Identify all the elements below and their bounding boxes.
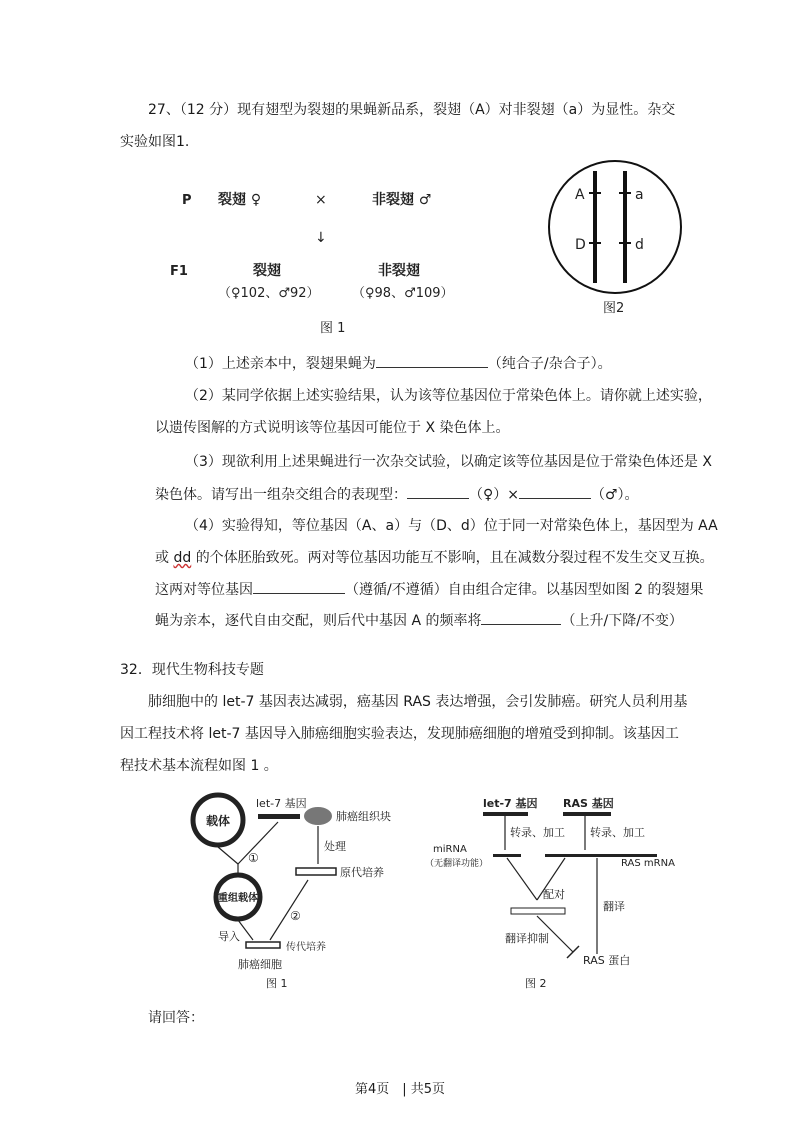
fig2-pair-line-left — [507, 858, 537, 900]
q32-figure-1 — [178, 792, 428, 992]
q27-intro-line1: 27、（12 分）现有翅型为裂翅的果蝇新品系，裂翅（A）对非裂翅（a）为显性。杂交 — [148, 102, 676, 118]
q32-prompt: 请回答： — [148, 1010, 204, 1026]
fig1-caption: 图 1 — [320, 321, 346, 336]
gene-d-label: d — [635, 237, 644, 253]
step2-label: ② — [290, 909, 301, 923]
sub4-line4-text-a: 蝇为亲本，逐代自由交配，则后代中基因 A 的频率将 — [155, 613, 482, 629]
gene-a-label: a — [635, 187, 644, 203]
sub4-dd: dd — [173, 550, 192, 566]
let7-gene-bar — [258, 814, 300, 819]
q27-sub2-line1: （2）某同学依据上述实验结果，认为该等位基因位于常染色体上。请你就上述实验， — [185, 388, 712, 404]
primary-culture-label: 原代培养 — [340, 866, 384, 879]
q27-sub4-line3 — [155, 579, 704, 600]
fig2-ras-protein: RAS 蛋白 — [583, 954, 631, 967]
q32-fig1-caption: 图 1 — [266, 977, 288, 990]
fig1-f1-right-counts: （♀98、♂109） — [352, 286, 454, 301]
let7-gene-label: let-7 基因 — [256, 797, 307, 810]
fig1-cross: × — [315, 192, 327, 208]
fig2-paired-duplex — [511, 908, 565, 914]
q27-sub3-line2 — [155, 484, 639, 505]
fig1-p-label: P — [182, 193, 192, 208]
sub3-text-c: （♂）。 — [590, 487, 639, 503]
fig1-f1-left: 裂翅 — [253, 263, 281, 279]
fig1-arrow: ↓ — [315, 230, 327, 246]
q27-sub4-line2 — [155, 548, 714, 568]
introduce-label: 导入 — [218, 930, 240, 943]
fig1-f1-label: F1 — [170, 264, 188, 279]
fig2-mirna: miRNA — [433, 844, 467, 855]
fig2-pairing: 配对 — [543, 888, 565, 901]
sub4-frequency-blank[interactable] — [481, 610, 561, 625]
subculture-label: 传代培养 — [286, 942, 326, 953]
process-label: 处理 — [324, 840, 346, 853]
sub4-text-b: 的个体胚胎致死。两对等位基因功能互不影响，且在减数分裂过程不发生交叉互换。 — [195, 550, 714, 566]
q27-sub4-line1: （4）实验得知，等位基因（A、a）与（D、d）位于同一对常染色体上，基因型为 AA — [185, 518, 718, 534]
q27-sub4-line4 — [155, 610, 683, 631]
sub4-text-a: 或 — [155, 550, 169, 566]
fig2-ras-mrna-strand — [545, 854, 657, 857]
gene-D-label: D — [575, 237, 586, 253]
cell-outline — [549, 161, 681, 293]
fig1-p-female: 裂翅 ♀ — [218, 192, 262, 208]
cancer-cell-dish — [246, 942, 280, 948]
q27-figure-1 — [160, 180, 480, 340]
q32-para-line2: 因工程技术将 let-7 基因导入肺癌细胞实验表达，发现肺癌细胞的增殖受到抑制。该基因工 — [120, 726, 679, 742]
q27-figure-2 — [545, 155, 695, 325]
tissue-label: 肺癌组织块 — [336, 810, 391, 823]
tissue-block-icon — [304, 807, 332, 825]
primary-culture-dish — [296, 868, 336, 875]
fig2-ras-bar — [563, 812, 611, 816]
fig2-ras-label: RAS 基因 — [563, 797, 614, 810]
fig2-mirna-note: （无翻译功能） — [425, 859, 489, 869]
sub4-line4-text-b: （上升/下降/不变） — [561, 613, 683, 629]
q27-sub1 — [185, 353, 612, 374]
sub4-line3-text-a: 这两对等位基因 — [155, 582, 253, 598]
fig1-f1-right: 非裂翅 — [378, 263, 420, 279]
q32-para-line3: 程技术基本流程如图 1 。 — [120, 758, 278, 774]
fig2-mirna-strand — [493, 854, 521, 857]
gene-A-label: A — [575, 187, 585, 203]
fig2-transcribe-1: 转录、加工 — [510, 826, 565, 839]
sub4-line3-text-b: （遵循/不遵循）自由组合定律。以基因型如图 2 的裂翅果 — [345, 582, 704, 598]
cancer-cell-label: 肺癌细胞 — [238, 958, 282, 971]
fig2-translate: 翻译 — [603, 900, 625, 913]
q27-sub2-line2: 以遗传图解的方式说明该等位基因可能位于 X 染色体上。 — [155, 420, 510, 436]
fig2-let7-label: let-7 基因 — [483, 797, 538, 810]
fig2-transcribe-2: 转录、加工 — [590, 826, 645, 839]
fig1-p-male: 非裂翅 ♂ — [372, 192, 432, 208]
q27-sub3-line1: （3）现欲利用上述果蝇进行一次杂交试验，以确定该等位基因是位于常染色体还是 X — [185, 454, 712, 470]
sub1-answer-blank[interactable] — [376, 353, 488, 368]
fig2-translate-inhibit: 翻译抑制 — [505, 932, 549, 945]
q32-fig2-caption: 图 2 — [525, 977, 547, 990]
sub3-female-blank[interactable] — [407, 484, 469, 499]
fig2-caption: 图2 — [603, 301, 625, 316]
vector-label: 载体 — [206, 814, 231, 828]
q32-figure-2 — [425, 792, 705, 992]
sub3-male-blank[interactable] — [519, 484, 591, 499]
page-footer: 第4页 | 共5页 — [354, 1082, 446, 1097]
fig2-ras-mrna: RAS mRNA — [621, 858, 675, 869]
q32-para-line1: 肺细胞中的 let-7 基因表达减弱，癌基因 RAS 表达增强，会引发肺癌。研究人员利用基 — [148, 694, 688, 710]
subculture-arrow — [270, 880, 308, 940]
fig1-f1-left-counts: （♀102、♂92） — [218, 286, 320, 301]
sub1-text-b: （纯合子/杂合子）。 — [487, 356, 612, 372]
sub3-text-a: 染色体。请写出一组杂交组合的表现型： — [155, 487, 407, 503]
q27-intro-line2: 实验如图1. — [120, 134, 190, 150]
fig2-let7-bar — [483, 812, 528, 816]
sub3-text-b: （♀）× — [469, 487, 519, 503]
sub1-text-a: （1）上述亲本中，裂翅果蝇为 — [185, 356, 376, 372]
recombinant-label: 重组载体 — [218, 893, 258, 904]
q32-title: 32．现代生物科技专题 — [120, 662, 264, 678]
introduce-arrow — [238, 920, 253, 940]
sub4-law-blank[interactable] — [253, 579, 345, 594]
step1-label: ① — [248, 851, 259, 865]
merge-line-left — [218, 847, 238, 864]
